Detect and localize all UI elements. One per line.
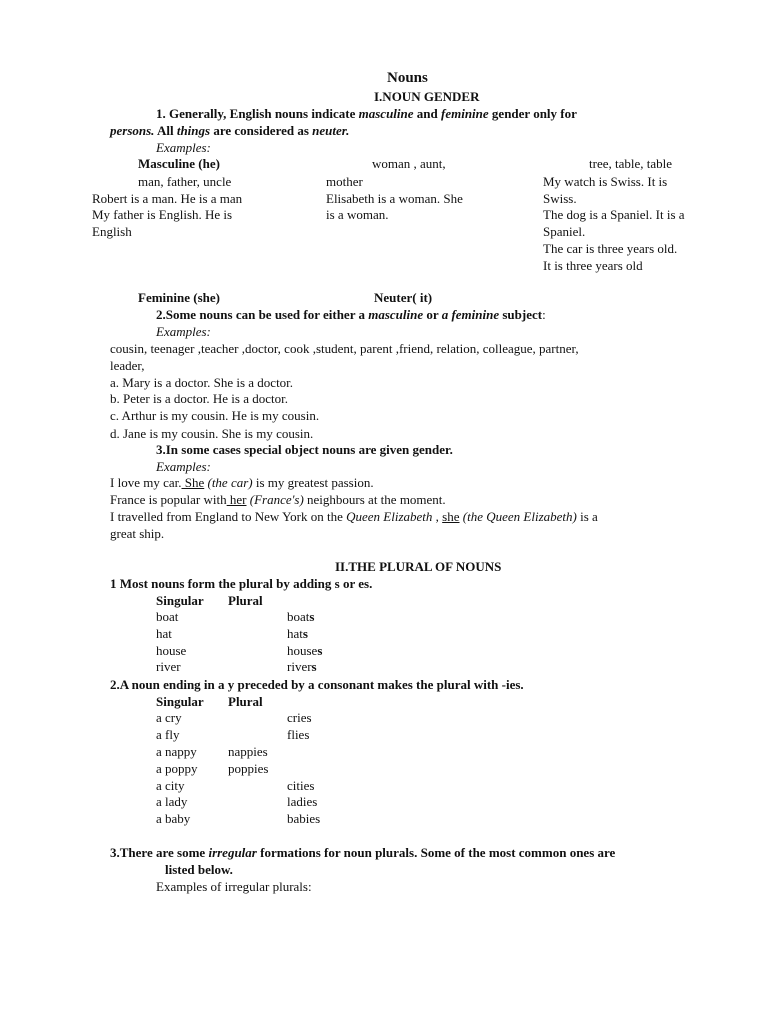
- examples-label: Examples:: [156, 324, 211, 339]
- section-1-heading: I.NOUN GENDER: [374, 89, 480, 104]
- text: All: [154, 123, 177, 138]
- feminine-line: woman , aunt,: [372, 156, 446, 171]
- neuter-line: My watch is Swiss. It is: [543, 174, 668, 189]
- rule-3: 3.In some cases special object nouns are given gender.: [156, 442, 453, 457]
- masculine-line: English: [92, 224, 132, 239]
- plural-cell: babies: [287, 811, 321, 826]
- plural-cell: [287, 643, 322, 659]
- neuter-line: Spaniel.: [543, 224, 586, 239]
- plural-rule-2: 2.A noun ending in a y preceded by a consonant makes the plural with -ies.: [110, 677, 524, 692]
- text: subject: [499, 307, 543, 322]
- singular-cell: a fly: [156, 727, 180, 742]
- masculine-line: My father is English. He is: [92, 207, 233, 222]
- noun-list: leader,: [110, 358, 145, 373]
- rule-2: [156, 307, 546, 323]
- singular-cell: a poppy: [156, 761, 198, 776]
- singular-cell: a baby: [156, 811, 191, 826]
- text: things: [176, 123, 211, 138]
- text: 3.There are some: [110, 845, 209, 860]
- example-sentence: [110, 492, 446, 508]
- example-sentence: b. Peter is a doctor. He is a doctor.: [110, 391, 288, 406]
- neuter-header: Neuter( it): [374, 290, 433, 305]
- plural-cell: nappies: [228, 744, 268, 759]
- rule-1-line-2: [110, 123, 349, 139]
- text: :: [542, 307, 546, 322]
- text: a feminine: [441, 307, 500, 322]
- text: is my greatest passion.: [252, 475, 374, 490]
- plural-cell: cries: [287, 710, 312, 725]
- plural-cell: [287, 609, 314, 625]
- text: (the Queen Elizabeth): [459, 509, 577, 524]
- examples-label: Examples:: [156, 140, 211, 155]
- plural-rule-1: 1 Most nouns form the plural by adding s or es.: [110, 576, 373, 591]
- singular-cell: a nappy: [156, 744, 197, 759]
- plural-rule-3: [110, 845, 615, 861]
- masculine-line: Robert is a man. He is a man: [92, 191, 243, 206]
- suffix: s: [317, 643, 323, 658]
- text: and: [413, 106, 441, 121]
- suffix: s: [302, 626, 308, 641]
- text: or: [423, 307, 442, 322]
- singular-cell: a city: [156, 778, 185, 793]
- suffix: s: [309, 609, 315, 624]
- text: neuter.: [312, 123, 350, 138]
- singular-cell: a cry: [156, 710, 182, 725]
- text: 1. Generally, English nouns indicate: [156, 106, 359, 121]
- example-sentence: [110, 509, 598, 525]
- neuter-line: It is three years old: [543, 258, 643, 273]
- plural-rule-3-cont: listed below.: [165, 862, 233, 877]
- text: feminine: [441, 106, 489, 121]
- plural-column-header: Plural: [228, 593, 263, 608]
- page-title: Nouns: [387, 70, 428, 86]
- plural-cell: flies: [287, 727, 310, 742]
- example-sentence: great ship.: [110, 526, 165, 541]
- text: France is popular with: [110, 492, 227, 507]
- plural-cell: poppies: [228, 761, 269, 776]
- example-sentence: a. Mary is a doctor. She is a doctor.: [110, 375, 294, 390]
- plural-cell: [287, 659, 317, 675]
- text: her: [226, 492, 247, 507]
- feminine-line: Elisabeth is a woman. She: [326, 191, 463, 206]
- singular-cell: hat: [156, 626, 172, 641]
- text: I travelled from England to New York on the: [110, 509, 347, 524]
- example-sentence: [110, 475, 374, 491]
- text: persons.: [110, 123, 155, 138]
- masculine-line: man, father, uncle: [138, 174, 232, 189]
- text: masculine: [358, 106, 414, 121]
- text: gender only for: [488, 106, 577, 121]
- singular-column-header: Singular: [156, 593, 204, 608]
- neuter-line: tree, table, table: [589, 156, 673, 171]
- text: river: [287, 659, 312, 674]
- text: house: [287, 643, 318, 658]
- text: ,: [432, 509, 443, 524]
- plural-column-header: Plural: [228, 694, 263, 709]
- example-sentence: c. Arthur is my cousin. He is my cousin.: [110, 408, 320, 423]
- masculine-header: Masculine (he): [138, 156, 220, 171]
- feminine-line: mother: [326, 174, 363, 189]
- text: hat: [287, 626, 303, 641]
- text: She: [181, 475, 205, 490]
- examples-label: Examples:: [156, 459, 211, 474]
- neuter-line: Swiss.: [543, 191, 577, 206]
- neuter-line: The car is three years old.: [543, 241, 678, 256]
- singular-cell: river: [156, 659, 181, 674]
- text: are considered as: [210, 123, 313, 138]
- text: boat: [287, 609, 310, 624]
- text: neighbours at the moment.: [303, 492, 446, 507]
- plural-cell: [287, 626, 308, 642]
- text: (the car): [204, 475, 253, 490]
- text: 2.Some nouns can be used for either a: [156, 307, 369, 322]
- plural-cell: cities: [287, 778, 315, 793]
- noun-list: cousin, teenager ,teacher ,doctor, cook ,student, parent ,friend, relation, colleague, partner,: [110, 341, 579, 356]
- suffix: s: [311, 659, 317, 674]
- singular-cell: boat: [156, 609, 179, 624]
- text: I love my car.: [110, 475, 182, 490]
- text: (France's): [246, 492, 304, 507]
- feminine-line: is a woman.: [326, 207, 389, 222]
- singular-cell: a lady: [156, 794, 188, 809]
- neuter-line: The dog is a Spaniel. It is a: [543, 207, 685, 222]
- example-sentence: d. Jane is my cousin. She is my cousin.: [110, 426, 314, 441]
- text: irregular: [208, 845, 257, 860]
- section-2-heading: II.THE PLURAL OF NOUNS: [335, 559, 502, 574]
- singular-column-header: Singular: [156, 694, 204, 709]
- singular-cell: house: [156, 643, 187, 658]
- plural-cell: ladies: [287, 794, 318, 809]
- feminine-header: Feminine (she): [138, 290, 220, 305]
- text: formations for noun plurals. Some of the most common ones are: [256, 845, 616, 860]
- irregular-examples-label: Examples of irregular plurals:: [156, 879, 312, 894]
- text: is a: [576, 509, 598, 524]
- text: Queen Elizabeth: [346, 509, 433, 524]
- text: masculine: [368, 307, 424, 322]
- rule-1-line-1: [156, 106, 577, 122]
- text: she: [442, 509, 460, 524]
